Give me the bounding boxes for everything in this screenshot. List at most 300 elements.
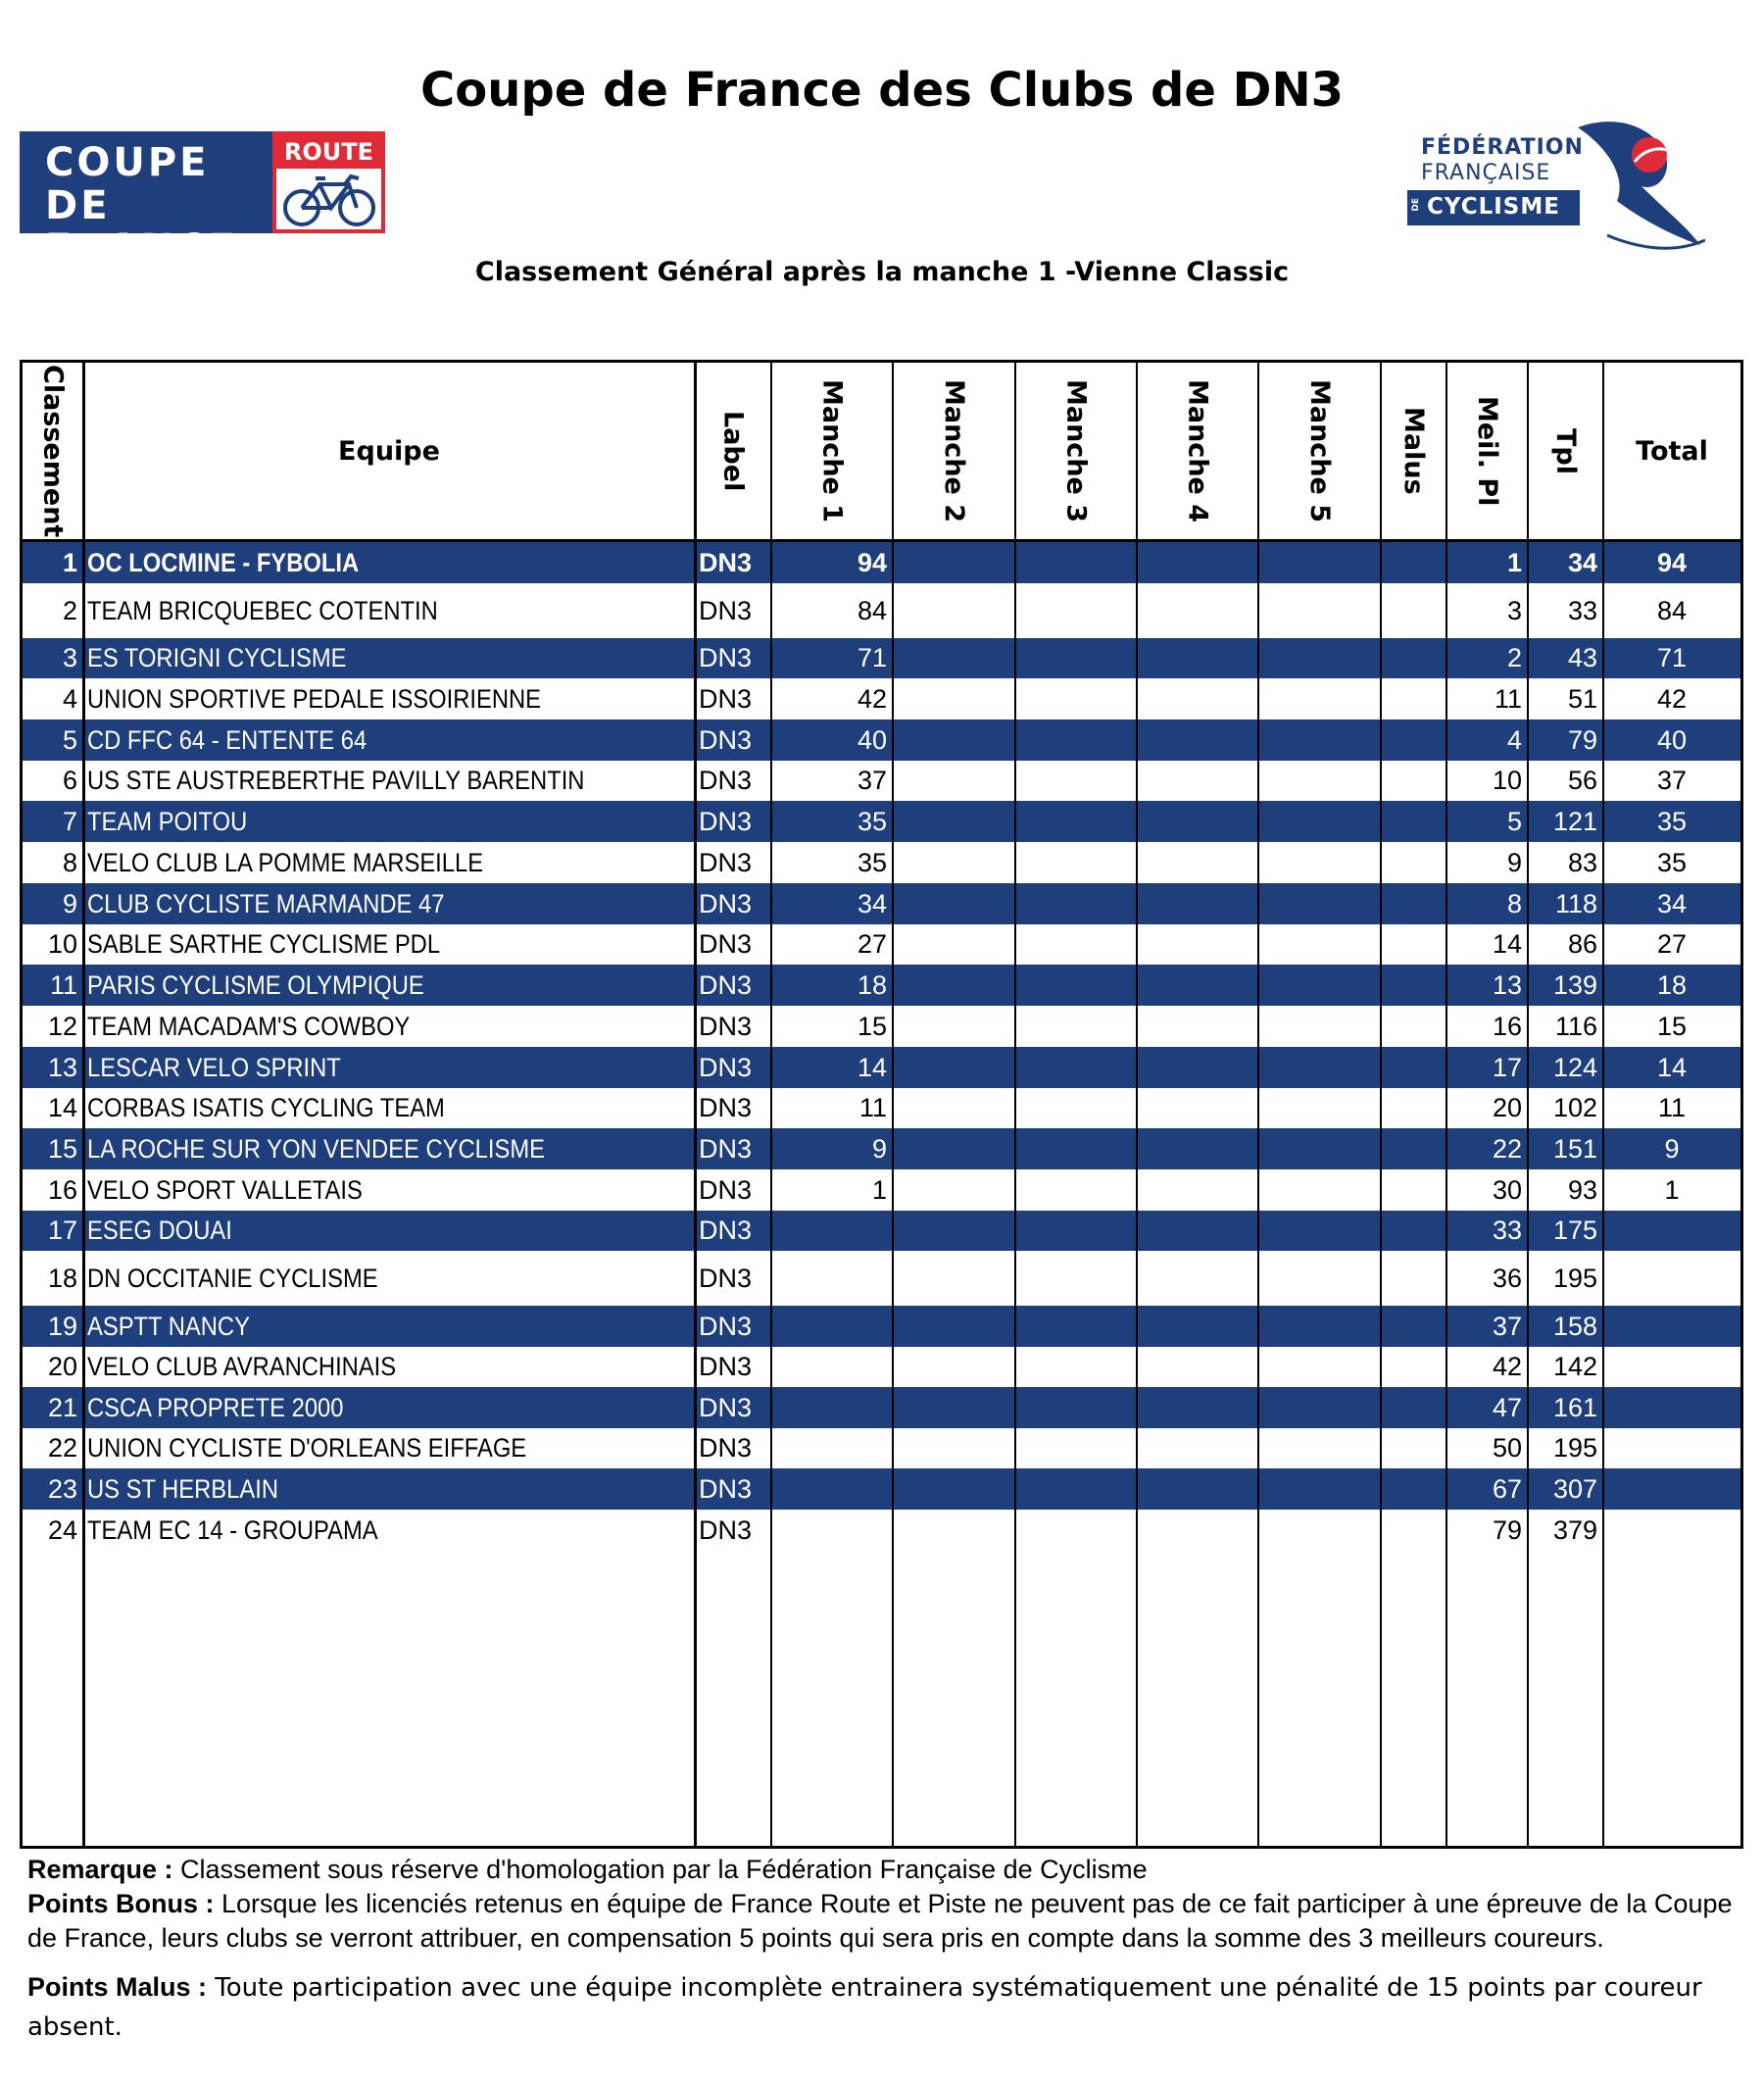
cell-malus — [1381, 1088, 1446, 1128]
cell-malus — [1381, 1428, 1446, 1468]
cell-meil: 22 — [1492, 1133, 1522, 1164]
cell-team: TEAM MACADAM'S COWBOY — [87, 1011, 411, 1041]
cell-meil: 3 — [1506, 595, 1522, 625]
cell-tpl: 102 — [1552, 1093, 1597, 1122]
cell-tpl: 175 — [1552, 1216, 1597, 1245]
table-row — [23, 842, 1740, 883]
cell-total: 71 — [1656, 643, 1688, 672]
cell-rank: 3 — [62, 643, 77, 672]
cell-meil: 37 — [1492, 1311, 1522, 1341]
cell-m1 — [771, 1211, 893, 1251]
cell-malus — [1381, 638, 1446, 678]
cell-malus — [1381, 678, 1446, 719]
cell-label: DN3 — [699, 643, 753, 672]
cell-m3 — [1015, 801, 1137, 842]
column-divider — [82, 363, 85, 1846]
cell-meil: 30 — [1492, 1174, 1522, 1205]
cell-rank: 7 — [62, 806, 77, 836]
cell-rank: 4 — [62, 683, 77, 714]
cell-label: DN3 — [699, 806, 753, 836]
cell-m4 — [1137, 1088, 1258, 1128]
cell-tpl: 116 — [1554, 1011, 1597, 1041]
cell-meil: 42 — [1492, 1352, 1522, 1381]
cell-tpl: 124 — [1552, 1052, 1597, 1082]
cell-team: CLUB CYCLISTE MARMANDE 47 — [87, 888, 445, 918]
cell-m5 — [1258, 761, 1381, 801]
cell-m1: 84 — [857, 595, 887, 625]
cell-tpl: 56 — [1567, 766, 1597, 795]
page-subtitle: Classement Général après la manche 1 -Vienne Classic — [474, 257, 1290, 287]
cell-malus — [1381, 801, 1446, 842]
cell-meil: 33 — [1492, 1216, 1522, 1245]
cell-tpl: 307 — [1552, 1473, 1597, 1504]
cell-malus — [1381, 1128, 1446, 1169]
notes — [27, 1853, 1742, 2047]
cell-m2 — [893, 1169, 1015, 1211]
cell-m3 — [1015, 719, 1137, 761]
cell-label: DN3 — [699, 595, 753, 625]
cell-m4 — [1137, 924, 1258, 965]
cell-meil: 8 — [1506, 888, 1522, 918]
ffc-logo-line1: FÉDÉRATION — [1421, 135, 1584, 160]
cell-m1: 14 — [857, 1052, 887, 1082]
cell-total: 42 — [1656, 683, 1688, 714]
cell-m4 — [1137, 1169, 1258, 1211]
cell-team: CD FFC 64 - ENTENTE 64 — [87, 724, 368, 755]
cell-label: DN3 — [699, 1174, 753, 1205]
cell-label: DN3 — [699, 1093, 753, 1122]
table-row — [23, 801, 1740, 842]
column-divider — [770, 363, 772, 1846]
cell-m5 — [1258, 1251, 1381, 1306]
table-row — [23, 965, 1740, 1006]
cell-label: DN3 — [699, 1052, 753, 1082]
cell-label: DN3 — [699, 683, 753, 714]
cell-m1 — [771, 1428, 893, 1468]
cell-m2 — [893, 924, 1015, 965]
table-row — [23, 1211, 1740, 1251]
cell-m3 — [1015, 638, 1137, 678]
cell-m1 — [771, 1347, 893, 1387]
cell-meil: 2 — [1506, 643, 1522, 672]
cell-m2 — [893, 1088, 1015, 1128]
cell-team: SABLE SARTHE CYCLISME PDL — [87, 929, 441, 959]
cell-m3 — [1015, 583, 1137, 638]
header-malus: Malus — [1398, 407, 1429, 495]
header-equipe: Equipe — [338, 435, 440, 467]
cdf-logo-line2: FRANCE — [45, 226, 239, 272]
cell-label: DN3 — [699, 547, 753, 577]
cell-team: VELO CLUB LA POMME MARSEILLE — [87, 847, 484, 877]
cell-team: PARIS CYCLISME OLYMPIQUE — [87, 969, 424, 1000]
cell-meil: 4 — [1506, 724, 1522, 755]
ffc-logo-line3: CYCLISME — [1427, 194, 1560, 220]
cell-m1: 9 — [871, 1133, 887, 1164]
cell-m5 — [1258, 801, 1381, 842]
cell-m1 — [771, 1306, 893, 1347]
ffc-logo-line2: FRANÇAISE — [1421, 161, 1551, 185]
cell-m3 — [1015, 1128, 1137, 1169]
cdf-logo-line1: COUPE DE — [45, 140, 210, 228]
header-manche-3: Manche 3 — [1060, 378, 1092, 523]
cell-total — [1603, 1510, 1740, 1551]
cell-label: DN3 — [699, 929, 753, 959]
cell-label: DN3 — [699, 1352, 753, 1381]
cell-m2 — [893, 1387, 1015, 1428]
cell-m1: 71 — [857, 643, 887, 672]
table-row — [23, 1387, 1740, 1428]
cdf-logo-route-badge: ROUTE — [276, 135, 381, 169]
bicycle-icon — [280, 173, 378, 229]
cell-m1: 1 — [871, 1174, 887, 1205]
cell-m4 — [1137, 1006, 1258, 1047]
cell-m5 — [1258, 924, 1381, 965]
cell-malus — [1381, 1468, 1446, 1510]
cell-rank: 8 — [62, 847, 77, 877]
cell-m4 — [1137, 761, 1258, 801]
table-row — [23, 1306, 1740, 1347]
cell-tpl: 195 — [1552, 1433, 1597, 1463]
cell-tpl: 158 — [1552, 1311, 1597, 1341]
cell-total — [1603, 1306, 1740, 1347]
cell-rank: 18 — [47, 1263, 77, 1293]
cell-m5 — [1258, 1387, 1381, 1428]
cell-team: ASPTT NANCY — [87, 1311, 250, 1341]
cell-m4 — [1137, 1347, 1258, 1387]
cell-team: US STE AUSTREBERTHE PAVILLY BARENTIN — [87, 766, 585, 795]
cell-total — [1603, 1211, 1740, 1251]
header-total: Total — [1636, 435, 1708, 467]
cell-rank: 22 — [47, 1433, 77, 1463]
cell-rank: 21 — [47, 1392, 77, 1422]
cell-m2 — [893, 1006, 1015, 1047]
cell-rank: 24 — [47, 1514, 77, 1545]
column-divider — [694, 363, 697, 1846]
cell-rank: 2 — [62, 595, 77, 625]
cell-malus — [1381, 1047, 1446, 1088]
cell-label: DN3 — [699, 766, 753, 795]
cell-malus — [1381, 1169, 1446, 1211]
cell-rank: 20 — [47, 1352, 77, 1381]
header-label: Label — [717, 410, 749, 492]
cell-m2 — [893, 1047, 1015, 1088]
cell-m5 — [1258, 1347, 1381, 1387]
cell-m3 — [1015, 1306, 1137, 1347]
cell-team: UNION CYCLISTE D'ORLEANS EIFFAGE — [87, 1433, 527, 1463]
cell-m1: 15 — [857, 1011, 887, 1041]
cell-meil: 14 — [1492, 929, 1522, 959]
cell-rank: 6 — [62, 766, 77, 795]
cell-m2 — [893, 1306, 1015, 1347]
cell-total: 94 — [1656, 547, 1688, 577]
cell-malus — [1381, 842, 1446, 883]
cell-malus — [1381, 924, 1446, 965]
cell-label: DN3 — [699, 1133, 753, 1164]
cell-tpl: 93 — [1567, 1174, 1597, 1205]
note-points-malus: Points Malus : Toute participation avec une équipe incomplète entrainera systématiquement une pénalité de 15 points par coureur absent. — [27, 1972, 1702, 2042]
table-row — [23, 1468, 1740, 1510]
column-divider — [1014, 363, 1016, 1846]
cell-m4 — [1137, 1510, 1258, 1551]
cell-meil: 36 — [1492, 1263, 1522, 1293]
cell-malus — [1381, 883, 1446, 924]
ffc-logo-de: DE — [1411, 198, 1421, 212]
cell-rank: 17 — [47, 1216, 77, 1245]
standings-table — [20, 360, 1743, 1849]
cell-team: CSCA PROPRETE 2000 — [87, 1392, 344, 1422]
cell-m5 — [1258, 842, 1381, 883]
cell-m4 — [1137, 1306, 1258, 1347]
cell-team: DN OCCITANIE CYCLISME — [87, 1263, 378, 1293]
cell-m3 — [1015, 1251, 1137, 1306]
cell-m4 — [1137, 638, 1258, 678]
cell-malus — [1381, 719, 1446, 761]
cell-total: 27 — [1656, 929, 1688, 959]
cell-team: US ST HERBLAIN — [87, 1473, 278, 1504]
cell-rank: 15 — [47, 1133, 77, 1164]
cell-m5 — [1258, 1428, 1381, 1468]
cell-total: 84 — [1656, 595, 1688, 625]
cell-team: VELO SPORT VALLETAIS — [87, 1174, 363, 1205]
table-row — [23, 1510, 1740, 1551]
cell-total: 15 — [1656, 1011, 1688, 1041]
cell-m5 — [1258, 1211, 1381, 1251]
cell-total: 1 — [1664, 1174, 1680, 1205]
cell-team: CORBAS ISATIS CYCLING TEAM — [87, 1093, 445, 1122]
cell-m2 — [893, 583, 1015, 638]
cell-m3 — [1015, 1347, 1137, 1387]
cell-m5 — [1258, 638, 1381, 678]
cell-malus — [1381, 1387, 1446, 1428]
table-row — [23, 1006, 1740, 1047]
cell-m3 — [1015, 1211, 1137, 1251]
cell-total: 40 — [1656, 724, 1688, 755]
note-points-bonus: Points Bonus : Lorsque les licenciés retenus en équipe de France Route et Piste ne peuvent pas de ce fait participer à une épreuve de la Coupe de France, leurs clubs se verront attribuer, en compensation 5 points qui sera pris en compte dans la somme des 3 meilleurs coureurs. — [27, 1889, 1733, 1953]
page-title: Coupe de France des Clubs de DN3 — [419, 63, 1345, 118]
cell-m5 — [1258, 1088, 1381, 1128]
cell-m3 — [1015, 542, 1137, 583]
cell-m3 — [1015, 1169, 1137, 1211]
header-manche-1: Manche 1 — [816, 378, 848, 523]
cell-m4 — [1137, 1387, 1258, 1428]
cell-m4 — [1137, 842, 1258, 883]
cell-label: DN3 — [699, 1433, 753, 1463]
cell-total: 18 — [1656, 969, 1688, 1000]
cell-total: 35 — [1656, 847, 1688, 877]
cell-m1: 94 — [857, 547, 887, 577]
cell-m2 — [893, 1468, 1015, 1510]
cell-m1 — [771, 1510, 893, 1551]
cell-team: TEAM POITOU — [87, 806, 248, 836]
header-manche-2: Manche 2 — [939, 378, 969, 523]
cell-m5 — [1258, 1306, 1381, 1347]
table-row — [23, 1251, 1740, 1306]
cell-tpl: 83 — [1567, 847, 1597, 877]
cell-total: 9 — [1664, 1133, 1680, 1164]
cell-m2 — [893, 542, 1015, 583]
cell-m5 — [1258, 1169, 1381, 1211]
cell-label: DN3 — [699, 1311, 753, 1341]
cell-team: LESCAR VELO SPRINT — [87, 1052, 341, 1082]
table-row — [23, 542, 1740, 583]
cell-malus — [1381, 542, 1446, 583]
cell-m2 — [893, 678, 1015, 719]
cell-malus — [1381, 1251, 1446, 1306]
cell-m3 — [1015, 883, 1137, 924]
cell-m4 — [1137, 583, 1258, 638]
cell-meil: 5 — [1506, 806, 1522, 836]
header-manche-5: Manche 5 — [1304, 378, 1335, 523]
cell-meil: 11 — [1494, 683, 1522, 714]
cell-total — [1603, 1468, 1740, 1510]
cell-meil: 67 — [1492, 1473, 1522, 1504]
cell-label: DN3 — [699, 1392, 753, 1422]
coupe-de-france-route-logo — [20, 131, 385, 272]
cell-m4 — [1137, 542, 1258, 583]
cell-label: DN3 — [699, 1514, 753, 1545]
cell-tpl: 86 — [1567, 929, 1597, 959]
cell-label: DN3 — [699, 724, 753, 755]
cell-m3 — [1015, 761, 1137, 801]
cell-m5 — [1258, 583, 1381, 638]
cell-malus — [1381, 1006, 1446, 1047]
cell-rank: 12 — [47, 1011, 77, 1041]
cell-meil: 9 — [1506, 847, 1522, 877]
cell-total: 35 — [1656, 806, 1688, 836]
cell-tpl: 79 — [1567, 724, 1597, 755]
cell-meil: 79 — [1492, 1514, 1522, 1545]
cell-malus — [1381, 1211, 1446, 1251]
table-row — [23, 1347, 1740, 1387]
cell-m1: 34 — [857, 888, 887, 918]
cell-m5 — [1258, 1128, 1381, 1169]
cell-tpl: 34 — [1567, 547, 1597, 577]
column-divider — [1136, 363, 1138, 1846]
cell-m3 — [1015, 842, 1137, 883]
note-remarque: Remarque : Classement sous réserve d'homologation par la Fédération Française de Cyclisme — [27, 1855, 1148, 1884]
cell-label: DN3 — [699, 847, 753, 877]
cell-tpl: 33 — [1567, 595, 1597, 625]
cell-m4 — [1137, 1468, 1258, 1510]
cell-m5 — [1258, 542, 1381, 583]
cell-m5 — [1258, 719, 1381, 761]
cell-total: 37 — [1656, 766, 1688, 795]
cell-m1 — [771, 1387, 893, 1428]
cell-label: DN3 — [699, 1011, 753, 1041]
cell-tpl: 43 — [1567, 643, 1597, 672]
cell-total: 14 — [1656, 1052, 1688, 1082]
cell-m2 — [893, 719, 1015, 761]
cell-team: UNION SPORTIVE PEDALE ISSOIRIENNE — [87, 683, 542, 714]
column-divider — [892, 363, 894, 1846]
cell-tpl: 118 — [1554, 888, 1597, 918]
cell-m2 — [893, 965, 1015, 1006]
cell-m4 — [1137, 883, 1258, 924]
cell-tpl: 142 — [1552, 1352, 1597, 1381]
column-divider — [1527, 363, 1529, 1846]
cell-malus — [1381, 965, 1446, 1006]
cell-tpl: 151 — [1552, 1133, 1597, 1164]
cell-meil: 13 — [1492, 969, 1522, 1000]
header-meil-pl: Meil. Pl — [1472, 395, 1502, 507]
cell-m3 — [1015, 1387, 1137, 1428]
cell-malus — [1381, 1306, 1446, 1347]
cell-label: DN3 — [699, 1473, 753, 1504]
cell-m4 — [1137, 965, 1258, 1006]
table-row — [23, 1428, 1740, 1468]
table-row — [23, 761, 1740, 801]
cell-m2 — [893, 1347, 1015, 1387]
cell-rank: 13 — [47, 1052, 77, 1082]
cell-team: OC LOCMINE - FYBOLIA — [87, 547, 360, 577]
cell-rank: 19 — [47, 1311, 77, 1341]
cell-total — [1603, 1428, 1740, 1468]
cell-malus — [1381, 583, 1446, 638]
cell-rank: 5 — [62, 724, 77, 755]
cell-team: LA ROCHE SUR YON VENDEE CYCLISME — [87, 1133, 545, 1164]
cell-team: ES TORIGNI CYCLISME — [87, 643, 347, 672]
cell-m1: 40 — [857, 724, 887, 755]
cell-malus — [1381, 1347, 1446, 1387]
cell-meil: 10 — [1492, 766, 1522, 795]
cell-tpl: 139 — [1552, 969, 1597, 1000]
cell-m2 — [893, 842, 1015, 883]
table-row — [23, 924, 1740, 965]
cell-m4 — [1137, 719, 1258, 761]
cell-m1 — [771, 1251, 893, 1306]
cell-m4 — [1137, 678, 1258, 719]
cell-label: DN3 — [699, 888, 753, 918]
cell-m4 — [1137, 1211, 1258, 1251]
table-row — [23, 1128, 1740, 1169]
cell-total: 34 — [1656, 888, 1688, 918]
cell-total — [1603, 1347, 1740, 1387]
cell-m1: 37 — [857, 766, 887, 795]
cell-m3 — [1015, 924, 1137, 965]
cell-m3 — [1015, 1510, 1137, 1551]
header-tpl: Tpl — [1550, 427, 1581, 474]
table-row — [23, 1169, 1740, 1211]
cell-m2 — [893, 1211, 1015, 1251]
cell-m3 — [1015, 965, 1137, 1006]
cell-m5 — [1258, 678, 1381, 719]
ffc-logo — [1401, 118, 1705, 255]
cell-team: TEAM EC 14 - GROUPAMA — [87, 1514, 378, 1545]
cell-m2 — [893, 801, 1015, 842]
cell-m2 — [893, 638, 1015, 678]
cell-meil: 20 — [1492, 1093, 1522, 1122]
table-row — [23, 719, 1740, 761]
cell-meil: 47 — [1492, 1392, 1522, 1422]
column-divider — [1380, 363, 1382, 1846]
cell-meil: 1 — [1506, 547, 1522, 577]
cell-m5 — [1258, 1510, 1381, 1551]
cell-meil: 16 — [1492, 1011, 1522, 1041]
cell-m2 — [893, 1510, 1015, 1551]
table-row — [23, 678, 1740, 719]
cell-team: ESEG DOUAI — [87, 1216, 232, 1245]
cell-tpl: 161 — [1552, 1392, 1597, 1422]
cell-m5 — [1258, 883, 1381, 924]
cell-m2 — [893, 1128, 1015, 1169]
cell-rank: 23 — [47, 1473, 77, 1504]
table-row — [23, 883, 1740, 924]
column-divider — [1257, 363, 1259, 1846]
table-row — [23, 638, 1740, 678]
cell-m3 — [1015, 1006, 1137, 1047]
cell-malus — [1381, 761, 1446, 801]
cell-m4 — [1137, 1047, 1258, 1088]
